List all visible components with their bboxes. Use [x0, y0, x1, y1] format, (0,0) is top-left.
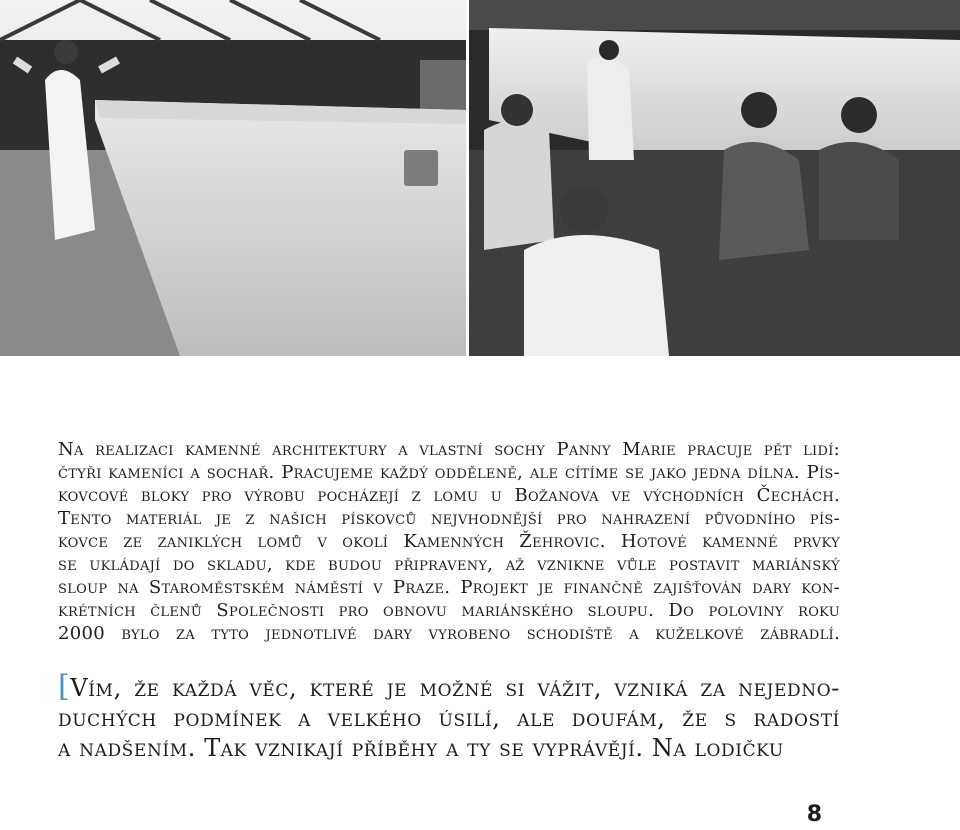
- photo-kneeling-group: [469, 0, 960, 356]
- quote-bracket: [: [58, 669, 71, 704]
- quote-line-first: [58, 669, 840, 704]
- paragraph-line: sloup na Staroměstském náměstí v Praze. Projekt je finančně zajišťován dary kon-: [58, 577, 840, 598]
- quote-block: [58, 669, 840, 763]
- paragraph-line: krétních členů Společnosti pro obnovu mariánského sloupu. Do poloviny roku: [58, 600, 840, 621]
- paragraph-line: Tento materiál je z našich pískovců nejvhodnější pro nahrazení původního pís-: [58, 508, 840, 529]
- quote-line: duchých podmínek a velkého úsilí, ale doufám, že s radostí: [58, 704, 840, 732]
- quote-line: a nadšením. Tak vznikají příběhy a ty se vyprávějí. Na lodičku: [58, 734, 784, 762]
- paragraph-line: čtyři kameníci a sochař. Pracujeme každý odděleně, ale cítíme se jako jedna dílna. Pís-: [58, 462, 840, 483]
- paragraph-line: kovcové bloky pro výrobu pocházejí z lomu u Božanova ve východních Čechách.: [58, 485, 840, 506]
- paragraph-line: kovce ze zaniklých lomů v okolí Kamenných Žehrovic. Hotové kamenné prvky: [58, 531, 840, 552]
- body-paragraph: [58, 438, 840, 645]
- paragraph-line: se ukládají do skladu, kde budou připraveny, až vznikne vůle postavit mariánský: [58, 554, 840, 575]
- paragraph-line: Na realizaci kamenné architektury a vlastní sochy Panny Marie pracuje pět lidí:: [58, 439, 840, 460]
- photo-priest-blessing: [0, 0, 466, 356]
- quote-line: Vím, že každá věc, které je možné si vážit, vzniká za nejedno-: [70, 674, 840, 702]
- paragraph-line: 2000 bylo za tyto jednotlivé dary vyrobeno schodiště a kuželkové zábradlí.: [58, 623, 840, 644]
- page-number: 8: [806, 802, 822, 827]
